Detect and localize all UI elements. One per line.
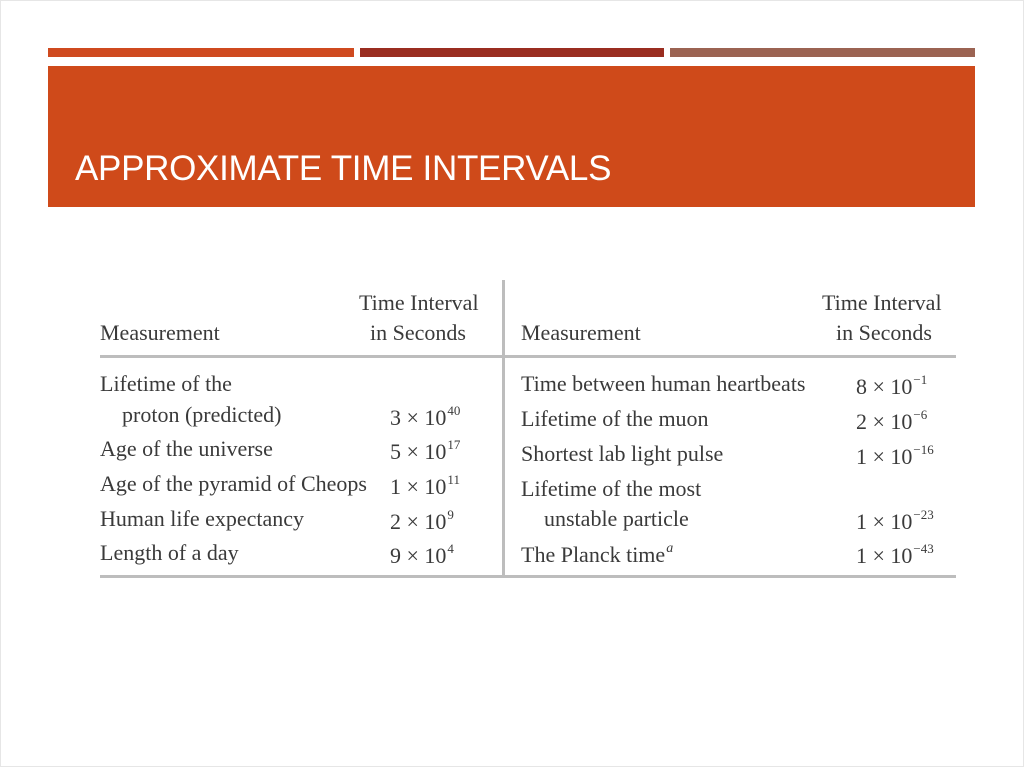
left-row-1-value: $3 \times 10^{40}$ xyxy=(390,403,461,430)
right-row-4-value: $1 \times 10^{-23}$ xyxy=(856,507,934,534)
left-row-4-value: $2 \times 10^9$ xyxy=(390,507,454,534)
right-row-1-label: Time between human heartbeats xyxy=(521,371,806,396)
title-band xyxy=(48,66,975,207)
header-rule xyxy=(100,355,956,358)
left-row-3-label: Age of the pyramid of Cheops xyxy=(100,471,367,496)
left-row-2-value: $5 \times 10^{17}$ xyxy=(390,437,461,464)
right-row-4-label-line2: unstable particle xyxy=(544,506,689,531)
time-intervals-table xyxy=(100,280,956,580)
slide-title: APPROXIMATE TIME INTERVALS xyxy=(75,149,612,188)
left-row-3-value: $1 \times 10^{11}$ xyxy=(390,472,460,499)
accent-bar-1 xyxy=(48,48,354,57)
right-row-1-value: $8 \times 10^{-1}$ xyxy=(856,372,928,399)
right-row-5-label: The Planck time$^a$ xyxy=(521,541,674,567)
right-row-3-label: Shortest lab light pulse xyxy=(521,441,724,466)
left-row-2-label: Age of the universe xyxy=(100,436,273,461)
left-row-5-value: $9 \times 10^4$ xyxy=(390,541,454,568)
left-header-measurement: Measurement xyxy=(100,320,220,345)
right-header-measurement: Measurement xyxy=(521,320,641,345)
left-row-5-label: Length of a day xyxy=(100,540,239,565)
right-row-5-value: $1 \times 10^{-43}$ xyxy=(856,541,934,568)
right-row-2-label: Lifetime of the muon xyxy=(521,406,709,431)
bottom-rule xyxy=(100,575,956,578)
right-row-2-value: $2 \times 10^{-6}$ xyxy=(856,407,928,434)
right-row-4-label-line1: Lifetime of the most xyxy=(521,476,702,501)
left-row-4-label: Human life expectancy xyxy=(100,506,305,531)
right-header-interval-line2: in Seconds xyxy=(836,320,932,345)
left-header-interval-line2: in Seconds xyxy=(370,320,466,345)
right-row-3-value: $1 \times 10^{-16}$ xyxy=(856,442,934,469)
column-divider xyxy=(502,280,505,577)
left-header-interval-line1: Time Interval xyxy=(359,290,479,315)
accent-bar-3 xyxy=(670,48,975,57)
accent-bar-2 xyxy=(360,48,664,57)
footnote-marker: a xyxy=(666,541,674,556)
left-row-1-label-line2: proton (predicted) xyxy=(122,402,282,427)
left-row-1-label-line1: Lifetime of the xyxy=(100,371,232,396)
right-header-interval-line1: Time Interval xyxy=(822,290,942,315)
